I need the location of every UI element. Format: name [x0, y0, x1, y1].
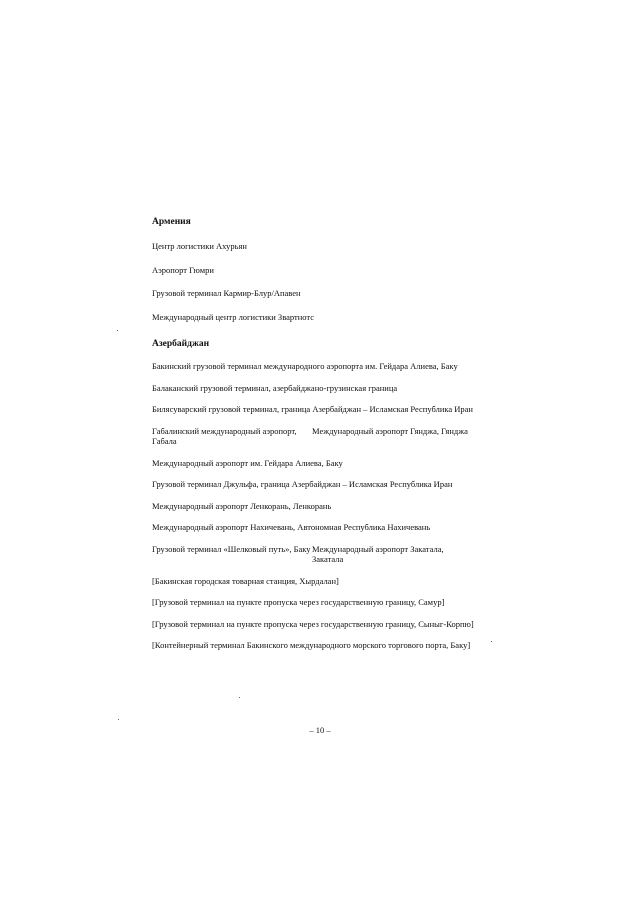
list-item: [Грузовой терминал на пункте пропуска через государственную границу, Самур] — [152, 597, 445, 607]
list-item: [Контейнерный терминал Бакинского международного морского торгового порта, Баку] — [152, 640, 471, 650]
scan-speck — [491, 641, 492, 642]
list-item: Грузовой терминал Кармир-Блур/Апавен — [152, 288, 301, 298]
list-item: Балаканский грузовой терминал, азербайджано-грузинская граница — [152, 382, 398, 393]
scan-speck — [239, 697, 240, 698]
page-number: – 10 – — [309, 725, 331, 735]
list-item: Грузовой терминал «Шелковый путь», Баку — [152, 543, 311, 554]
list-item: [Бакинская городская товарная станция, Хырдалан] — [152, 575, 339, 586]
list-item: Габалинский международный аэропорт, Габала — [152, 425, 297, 446]
list-item: Международный аэропорт Гянджа, Гянджа — [312, 425, 468, 436]
list-item: Центр логистики Ахурьян — [152, 241, 247, 251]
list-item: Международный аэропорт Ленкорань, Ленкорань — [152, 500, 332, 511]
scan-speck — [118, 719, 119, 720]
list-item: Грузовой терминал Джульфа, граница Азербайджан – Исламская Республика Иран — [152, 479, 453, 489]
list-item: Международный аэропорт им. Гейдара Алиева, Баку — [152, 457, 343, 468]
list-item: [Грузовой терминал на пункте пропуска через государственную границу, Сыныг-Корпю] — [152, 618, 474, 629]
list-item: Билясуварский грузовой терминал, граница Азербайджан – Исламская Республика Иран — [152, 404, 473, 414]
list-item: Бакинский грузовой терминал международного аэропорта им. Гейдара Алиева, Баку — [152, 361, 458, 371]
two-column-row — [152, 544, 482, 565]
section-heading-azerbaijan: Азербайджан — [152, 339, 210, 349]
list-item: Международный аэропорт Нахичевань, Автономная Республика Нахичевань — [152, 522, 431, 532]
document-body — [152, 216, 482, 662]
section-heading-armenia: Армения — [152, 217, 191, 227]
list-item: Международный центр логистики Звартнотс — [152, 311, 314, 322]
list-item: Аэропорт Гюмри — [152, 264, 214, 275]
scan-speck — [117, 330, 118, 331]
list-item: Международный аэропорт Закатала, Закатала — [312, 543, 444, 564]
two-column-row — [152, 426, 482, 447]
